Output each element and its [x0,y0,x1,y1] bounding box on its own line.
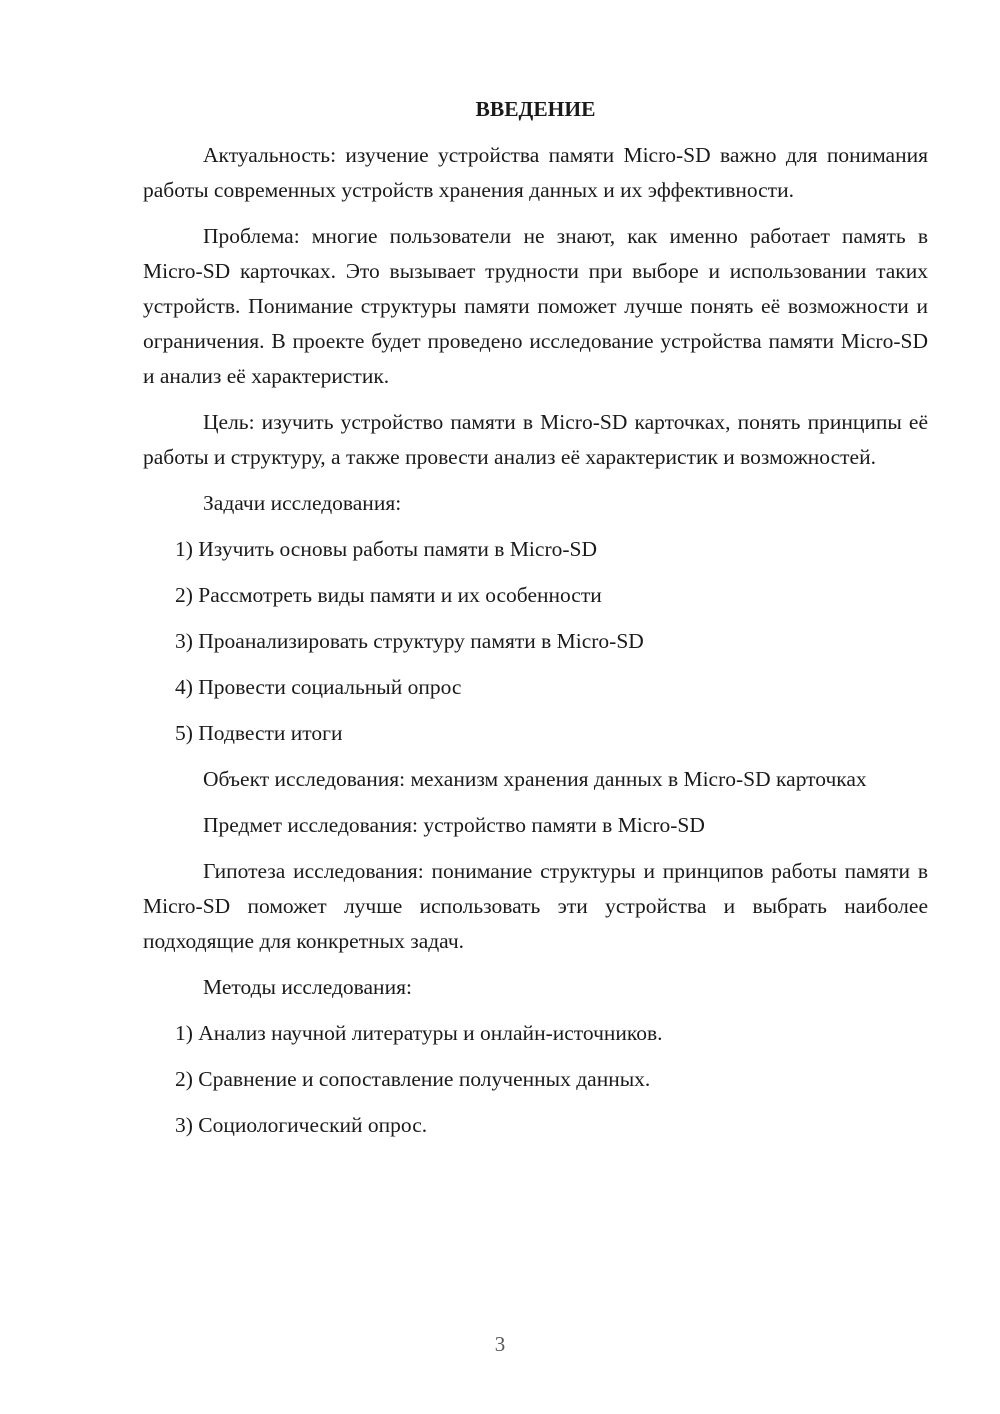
problem-paragraph: Проблема: многие пользователи не знают, как именно работает память в Micro-SD карточках. Это вызывает трудности при выборе и использовании таких устройств. Понимание структуры памяти поможет лучше понять её возможности и ограничения. В проекте будет проведено исследование устройства памяти Micro-SD и анализ её характеристик. [143,224,928,388]
task-item: 1) Изучить основы работы памяти в Micro-SD [175,537,598,561]
task-item: 5) Подвести итоги [175,721,343,745]
task-item: 4) Провести социальный опрос [175,675,462,699]
section-title: ВВЕДЕНИЕ [475,97,596,121]
task-item: 3) Проанализировать структуру памяти в Micro-SD [175,629,644,653]
page-number: 3 [494,1332,506,1356]
document-page [143,92,928,1154]
methods-heading: Методы исследования: [203,975,412,999]
subject-paragraph: Предмет исследования: устройство памяти в Micro-SD [203,813,705,837]
task-item: 2) Рассмотреть виды памяти и их особенности [175,583,602,607]
hypothesis-paragraph: Гипотеза исследования: понимание структуры и принципов работы памяти в Micro-SD поможет лучше использовать эти устройства и выбрать наиболее подходящие для конкретных задач. [143,859,928,953]
method-item: 3) Социологический опрос. [175,1113,428,1137]
relevance-paragraph: Актуальность: изучение устройства памяти Micro-SD важно для понимания работы современных устройств хранения данных и их эффективности. [143,143,928,202]
tasks-heading: Задачи исследования: [203,491,402,515]
method-item: 1) Анализ научной литературы и онлайн-источников. [175,1021,663,1045]
method-item: 2) Сравнение и сопоставление полученных данных. [175,1067,651,1091]
goal-paragraph: Цель: изучить устройство памяти в Micro-SD карточках, понять принципы её работы и структуру, а также провести анализ её характеристик и возможностей. [143,410,928,469]
object-paragraph: Объект исследования: механизм хранения данных в Micro-SD карточках [203,767,867,791]
